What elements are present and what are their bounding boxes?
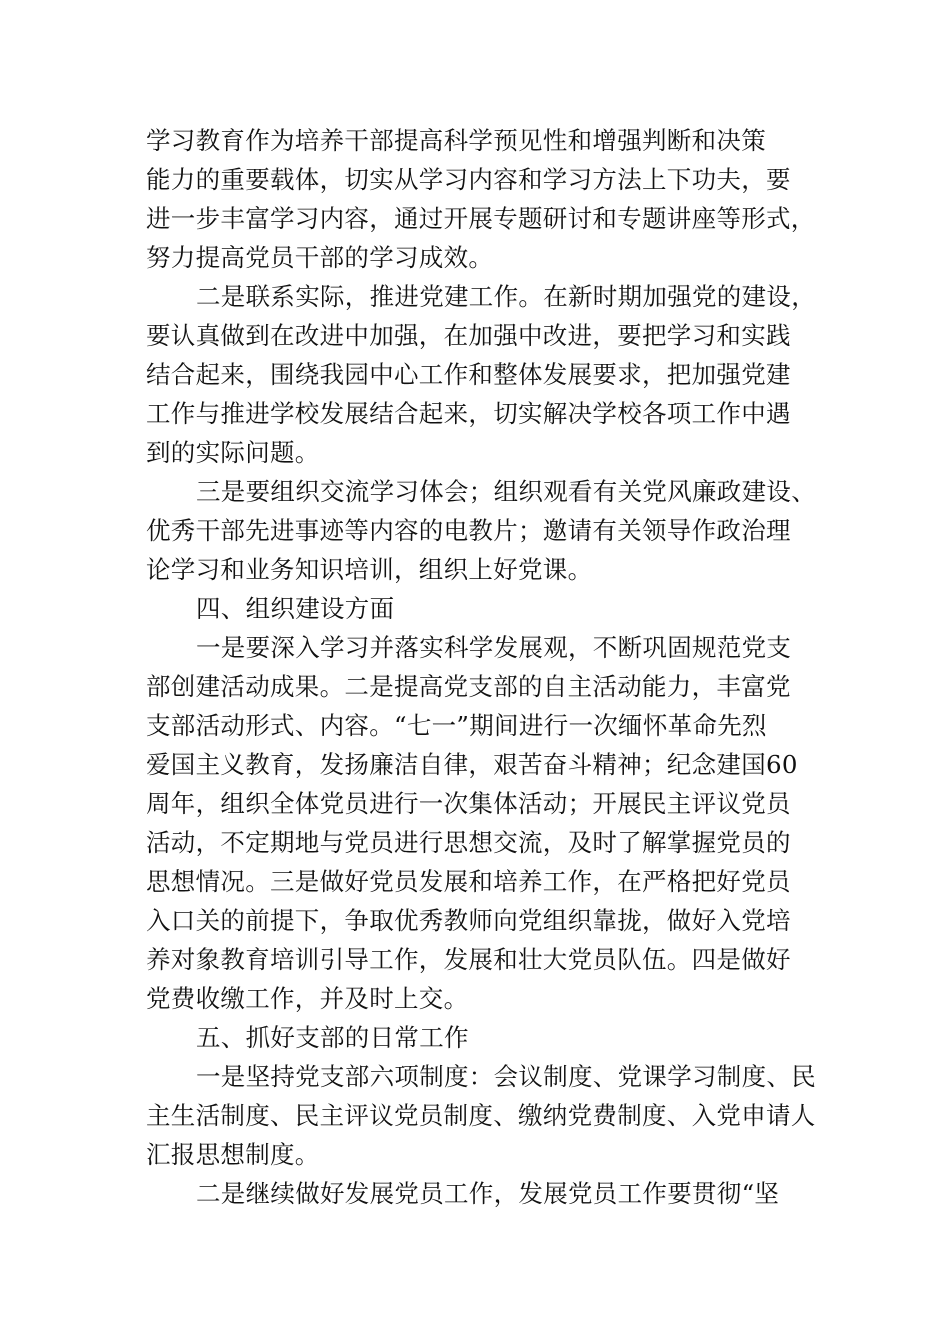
text-line: 学习教育作为培养干部提高科学预见性和增强判断和决策 <box>146 126 766 155</box>
text-line: 结合起来，围绕我园中心工作和整体发展要求，把加强党建 <box>146 360 791 389</box>
text-line: 论学习和业务知识培训，组织上好党课。 <box>146 555 593 584</box>
text-line: 入口关的前提下，争取优秀教师向党组织靠拢，做好入党培 <box>146 906 791 935</box>
text-line: 养对象教育培训引导工作，发展和壮大党员队伍。四是做好 <box>146 945 791 974</box>
text-line: 活动，不定期地与党员进行思想交流，及时了解掌握党员的 <box>146 828 791 857</box>
text-line: 能力的重要载体，切实从学习内容和学习方法上下功夫，要 <box>146 165 791 194</box>
text-line: 二是联系实际，推进党建工作。在新时期加强党的建设， <box>196 282 816 311</box>
text-line: 一是坚持党支部六项制度：会议制度、党课学习制度、民 <box>196 1062 816 1091</box>
text-line: 五、抓好支部的日常工作 <box>196 1023 469 1052</box>
text-line: 党费收缴工作，并及时上交。 <box>146 984 469 1013</box>
text-line: 主生活制度、民主评议党员制度、缴纳党费制度、入党申请人 <box>146 1101 816 1130</box>
text-line: 努力提高党员干部的学习成效。 <box>146 243 494 272</box>
text-line: 四、组织建设方面 <box>196 594 395 623</box>
text-line: 汇报思想制度。 <box>146 1140 320 1169</box>
text-line: 优秀干部先进事迹等内容的电教片；邀请有关领导作政治理 <box>146 516 791 545</box>
text-line: 工作与推进学校发展结合起来，切实解决学校各项工作中遇 <box>146 399 791 428</box>
text-line: 支部活动形式、内容。“七一”期间进行一次缅怀革命先烈 <box>146 711 767 740</box>
text-line: 三是要组织交流学习体会；组织观看有关党风廉政建设、 <box>196 477 816 506</box>
text-line: 到的实际问题。 <box>146 438 320 467</box>
text-line: 爱国主义教育，发扬廉洁自律，艰苦奋斗精神；纪念建国60 <box>146 750 798 779</box>
text-line: 部创建活动成果。二是提高党支部的自主活动能力，丰富党 <box>146 672 791 701</box>
text-line: 二是继续做好发展党员工作，发展党员工作要贯彻“坚 <box>196 1179 780 1208</box>
text-line: 周年，组织全体党员进行一次集体活动；开展民主评议党员 <box>146 789 791 818</box>
text-line: 进一步丰富学习内容，通过开展专题研讨和专题讲座等形式， <box>146 204 816 233</box>
text-line: 思想情况。三是做好党员发展和培养工作，在严格把好党员 <box>146 867 791 896</box>
text-line: 要认真做到在改进中加强，在加强中改进，要把学习和实践 <box>146 321 791 350</box>
document-body <box>146 121 816 1213</box>
text-line: 一是要深入学习并落实科学发展观，不断巩固规范党支 <box>196 633 792 662</box>
